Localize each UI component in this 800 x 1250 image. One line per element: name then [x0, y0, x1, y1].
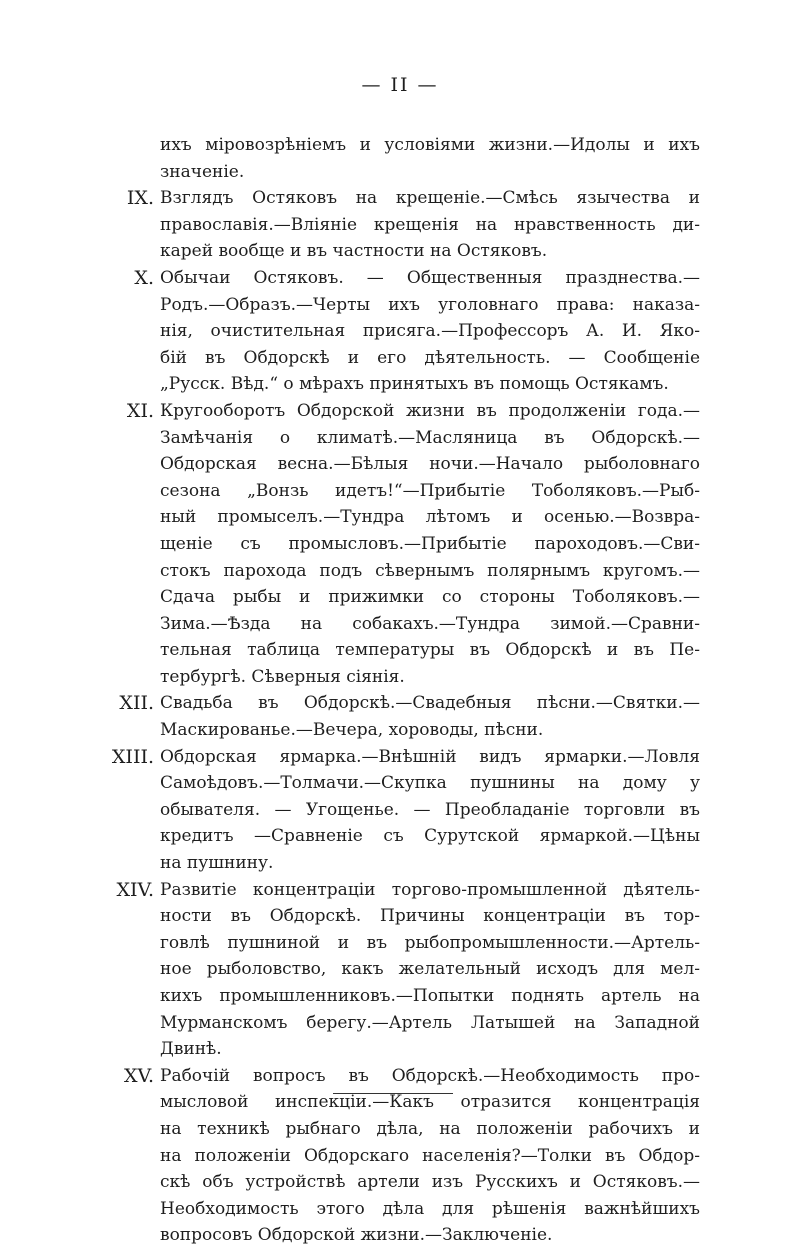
chapter-numeral: XV. [124, 1064, 154, 1087]
summary-line: на положеніи Обдорскаго населенія?—Толки въ Обдор- [160, 1145, 700, 1166]
chapter-numeral: XIV. [116, 878, 154, 901]
summary-line: сезона „Вонзь идетъ!“—Прибытіе Тоболяковъ.—Рыб- [160, 480, 700, 501]
summary-line: карей вообще и въ частности на Остяковъ. [160, 241, 548, 262]
summary-line: Маскированье.—Вечера, хороводы, пѣсни. [160, 720, 544, 741]
chapter-summary [160, 132, 700, 185]
summary-line: бій въ Обдорскѣ и его дѣятельность. — Сообщеніе [160, 347, 700, 368]
toc-entry [104, 398, 700, 691]
summary-line: Рабочій вопросъ въ Обдорскѣ.—Необходимость про- [160, 1065, 700, 1086]
summary-line: ности въ Обдорскѣ. Причины концентраціи въ тор- [160, 906, 700, 927]
summary-line: Развитіе концентраціи торгово-промышленной дѣятель- [160, 879, 700, 900]
summary-line: православія.—Вліяніе крещенія на нравственность ди- [160, 214, 700, 235]
summary-line: Свадьба въ Обдорскѣ.—Свадебныя пѣсни.—Святки.— [160, 693, 700, 714]
chapter-numeral: XIII. [111, 745, 154, 768]
chapter-summary [160, 1063, 700, 1249]
summary-line: кредитъ —Сравненіе съ Сурутской ярмаркой.—Цѣны [160, 826, 700, 847]
chapter-numeral: IX. [126, 187, 154, 210]
chapter-summary [160, 265, 700, 398]
chapter-summary [160, 744, 700, 877]
summary-line: мысловой инспекціи.—Какъ отразится концентрація [160, 1092, 700, 1113]
summary-line: говлѣ пушниной и въ рыбопромышленности.—Артель- [160, 932, 700, 953]
table-of-contents [104, 132, 700, 1249]
chapter-numeral: XII. [119, 692, 154, 715]
summary-line: ный промыселъ.—Тундра лѣтомъ и осенью.—Возвра- [160, 507, 700, 528]
summary-line: тельная таблица температуры въ Обдорскѣ и въ Пе- [160, 640, 700, 661]
chapter-summary [160, 877, 700, 1063]
summary-line: обывателя. — Угощенье. — Преобладаніе торговли въ [160, 799, 700, 820]
toc-entry [104, 265, 700, 398]
summary-line: Родъ.—Образъ.—Черты ихъ уголовнаго права: наказа- [160, 294, 700, 315]
summary-line: стокъ парохода подъ сѣвернымъ полярнымъ кругомъ.— [160, 560, 700, 581]
summary-line: Взглядъ Остяковъ на крещеніе.—Смѣсь язычества и [160, 188, 700, 209]
summary-line: значеніе. [160, 161, 245, 182]
page-number: — II — [361, 74, 439, 96]
summary-line: кихъ промышленниковъ.—Попытки поднять артель на [160, 986, 700, 1006]
summary-line: Обычаи Остяковъ. — Общественныя празднества.— [160, 267, 700, 288]
toc-entry [104, 877, 700, 1063]
toc-entry [104, 132, 700, 185]
chapter-numeral: XI. [126, 399, 154, 422]
summary-line: скѣ объ устройствѣ артели изъ Русскихъ и Остяковъ.— [160, 1172, 700, 1193]
summary-line: Самоѣдовъ.—Толмачи.—Скупка пушнины на дому у [160, 773, 700, 794]
summary-line: ное рыболовство, какъ желательный исходъ для мел- [160, 959, 700, 980]
summary-line: Обдорская весна.—Бѣлыя ночи.—Начало рыболовнаго [160, 454, 700, 475]
summary-line: ихъ міровозрѣніемъ и условіями жизни.—Идолы и ихъ [160, 135, 700, 155]
closing-rule [333, 1093, 453, 1094]
summary-line: Необходимость этого дѣла для рѣшенія важнѣйшихъ [160, 1198, 700, 1219]
summary-line: щеніе съ промысловъ.—Прибытіе пароходовъ.—Сви- [160, 533, 700, 554]
chapter-summary [160, 690, 700, 743]
toc-entry [104, 690, 700, 743]
chapter-numeral: X. [134, 266, 154, 289]
toc-entry [104, 744, 700, 877]
summary-line: Мурманскомъ берегу.—Артель Латышей на Западной [160, 1012, 700, 1033]
summary-line: Кругооборотъ Обдорской жизни въ продолженіи года.— [160, 400, 700, 421]
summary-line: на техникѣ рыбнаго дѣла, на положеніи рабочихъ и [160, 1118, 700, 1139]
summary-line: тербургѣ. Сѣверныя сіянія. [160, 666, 405, 687]
summary-line: Зима.—Ѣзда на собакахъ.—Тундра зимой.—Сравни- [160, 613, 700, 634]
summary-line: „Русск. Вѣд.“ о мѣрахъ принятыхъ въ помощь Остякамъ. [160, 374, 669, 395]
summary-line: на пушнину. [160, 853, 274, 874]
toc-entry [104, 185, 700, 265]
toc-entry [104, 1063, 700, 1249]
chapter-summary [160, 185, 700, 265]
chapter-summary [160, 398, 700, 691]
summary-line: Обдорская ярмарка.—Внѣшній видъ ярмарки.—Ловля [160, 746, 700, 767]
summary-line: Сдача рыбы и прижимки со стороны Тоболяковъ.— [160, 587, 700, 608]
summary-line: вопросовъ Обдорской жизни.—Заключеніе. [160, 1225, 553, 1246]
summary-line: Замѣчанія о климатѣ.—Масляница въ Обдорскѣ.— [160, 427, 700, 448]
summary-line: Двинѣ. [160, 1039, 222, 1060]
summary-line: нія, очистительная присяга.—Профессоръ А. И. Яко- [160, 321, 700, 342]
